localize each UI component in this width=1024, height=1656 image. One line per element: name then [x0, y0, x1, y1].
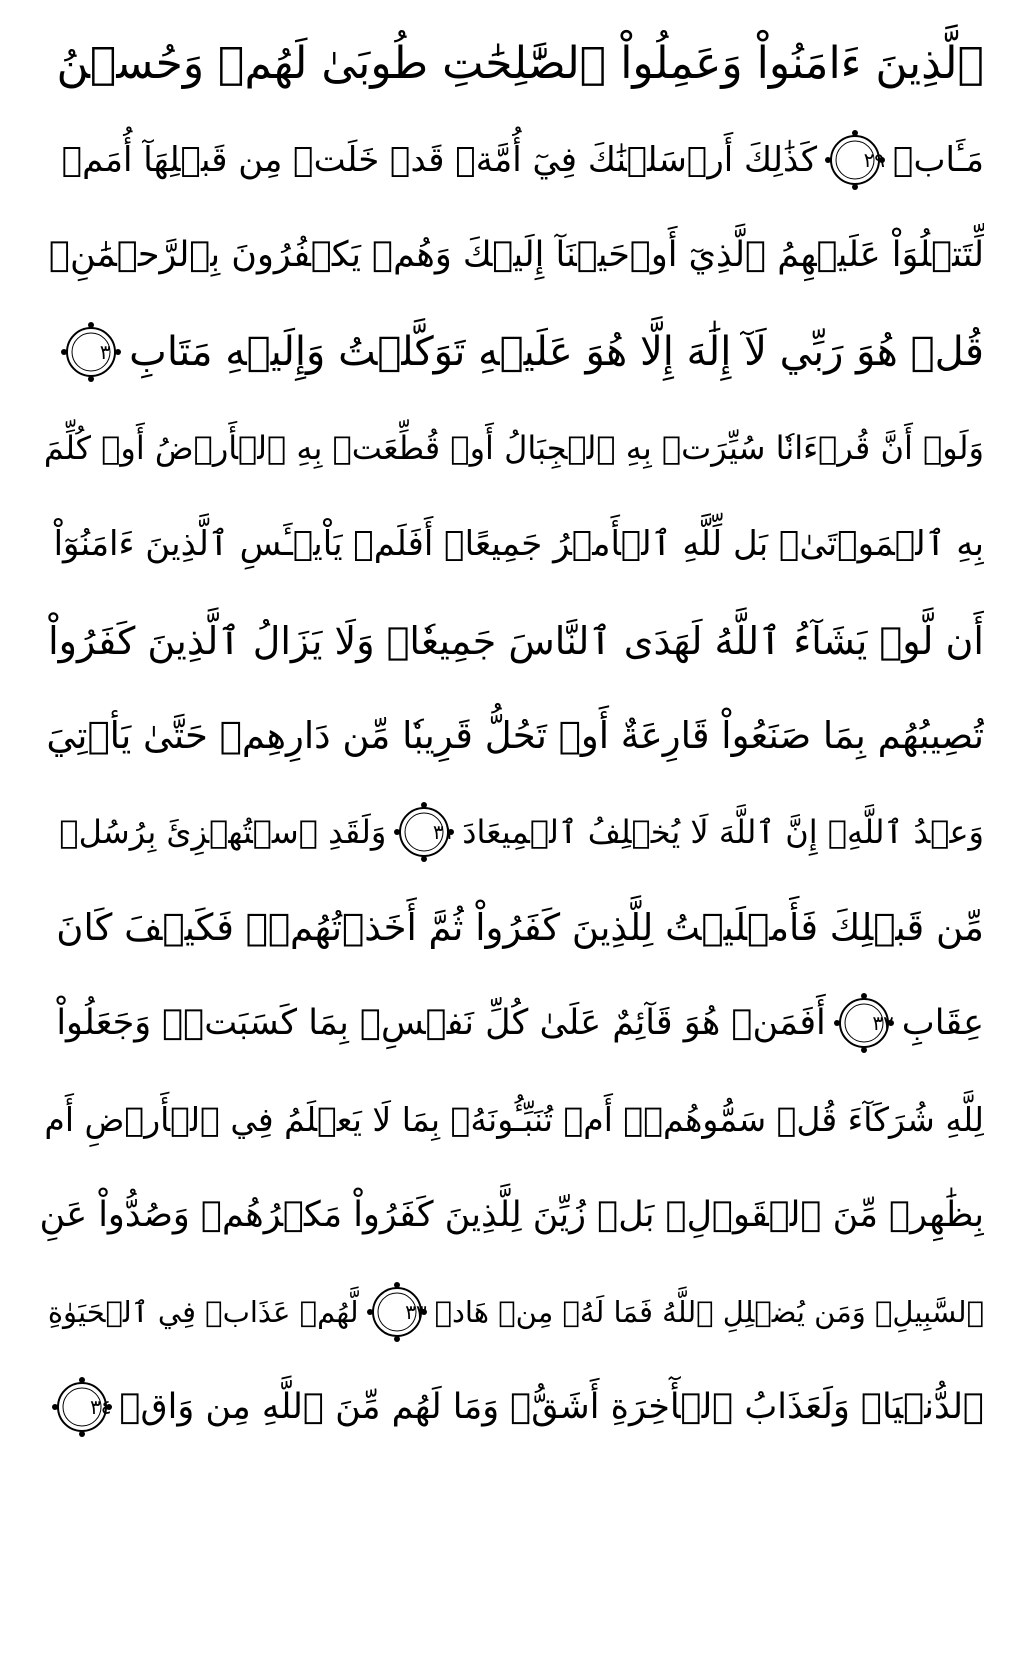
verse-text: أَفَمَنۡ هُوَ قَآئِمٌ عَلَىٰ كُلِّ نَفۡسِۢ بِمَا كَسَبَتۡۗ وَجَعَلُواْ [56, 1003, 826, 1043]
verse-line [40, 110, 984, 206]
ayah-number-marker [61, 322, 121, 382]
ayah-number-marker [825, 130, 885, 190]
verse-line [40, 590, 984, 686]
verse-text: لِّتَتۡلُوَاْ عَلَيۡهِمُ ٱلَّذِيٓ أَوۡحَيۡنَآ إِلَيۡكَ وَهُمۡ يَكۡفُرُونَ بِٱلرَّحۡمَٰنِۚ [48, 235, 984, 275]
ayah-number-marker [834, 993, 894, 1053]
verse-text: بِهِ ٱلۡمَوۡتَىٰۗ بَل لِّلَّهِ ٱلۡأَمۡرُ جَمِيعًاۗ أَفَلَمۡ يَاْيۡـَٔسِ ٱلَّذِينَ ءَامَنُوٓاْ [53, 523, 984, 564]
ayah-number: ٣٤ [90, 1395, 112, 1419]
verse-text: مِّن قَبۡلِكَ فَأَمۡلَيۡتُ لِلَّذِينَ كَفَرُواْ ثُمَّ أَخَذۡتُهُمۡۖ فَكَيۡفَ كَانَ [56, 905, 984, 949]
verse-line [40, 14, 984, 110]
verse-line [40, 398, 984, 494]
verse-text: بِظَٰهِرٖ مِّنَ ٱلۡقَوۡلِۗ بَلۡ زُيِّنَ لِلَّذِينَ كَفَرُواْ مَكۡرُهُمۡ وَصُدُّواْ عَنِ [40, 1195, 984, 1235]
verse-text: عِقَابِ [901, 1003, 984, 1043]
ayah-number: ٣٢ [872, 1011, 894, 1035]
verse-line [40, 1166, 984, 1262]
verse-text: ٱلدُّنۡيَاۖ وَلَعَذَابُ ٱلۡأٓخِرَةِ أَشَقُّۖ وَمَا لَهُم مِّنَ ٱللَّهِ مِن وَاقٖ [119, 1387, 984, 1427]
verse-line [40, 1070, 984, 1166]
verse-line [40, 302, 984, 398]
verse-line [40, 878, 984, 974]
ayah-number-marker [394, 802, 454, 862]
verse-text: أَن لَّوۡ يَشَآءُ ٱللَّهُ لَهَدَى ٱلنَّاسَ جَمِيعٗاۗ وَلَا يَزَالُ ٱلَّذِينَ كَفَرُواْ [48, 618, 984, 663]
verse-line [40, 1262, 984, 1358]
ayah-number: ٢٩ [863, 147, 886, 172]
ayah-number: ٣٠ [99, 340, 122, 364]
verse-text: كَذَٰلِكَ أَرۡسَلۡنَٰكَ فِيٓ أُمَّةٖ قَدۡ خَلَتۡ مِن قَبۡلِهَآ أُمَمٞ [61, 139, 818, 180]
verse-text: وَلَقَدِ ٱسۡتُهۡزِئَ بِرُسُلٖ [59, 813, 387, 851]
verse-text: وَلَوۡ أَنَّ قُرۡءَانٗا سُيِّرَتۡ بِهِ ٱلۡجِبَالُ أَوۡ قُطِّعَتۡ بِهِ ٱلۡأَرۡضُ أَوۡ كُلِّمَ [43, 429, 984, 467]
verse-text: تُصِيبُهُم بِمَا صَنَعُواْ قَارِعَةٌ أَوۡ تَحُلُّ قَرِيبٗا مِّن دَارِهِمۡ حَتَّىٰ يَأۡتِيَ [46, 713, 984, 757]
verse-line [40, 494, 984, 590]
verse-text: وَعۡدُ ٱللَّهِۚ إِنَّ ٱللَّهَ لَا يُخۡلِفُ ٱلۡمِيعَادَ [462, 813, 984, 851]
verse-text: مَـَٔابٖ [893, 139, 984, 180]
verse-line [40, 686, 984, 782]
verse-line [40, 206, 984, 302]
verse-text: لَّهُمۡ عَذَابٞ فِي ٱلۡحَيَوٰةِ [47, 1295, 359, 1329]
verse-line [40, 1358, 984, 1454]
ayah-number-marker [52, 1377, 112, 1437]
ayah-number: ٣١ [432, 820, 455, 844]
ayah-number-marker [367, 1282, 427, 1342]
verse-text: قُلۡ هُوَ رَبِّي لَآ إِلَٰهَ إِلَّا هُوَ عَلَيۡهِ تَوَكَّلۡتُ وَإِلَيۡهِ مَتَابِ [129, 329, 984, 375]
verse-line [40, 782, 984, 878]
verse-text: ٱلسَّبِيلِۗ وَمَن يُضۡلِلِ ٱللَّهُ فَمَا لَهُۥ مِنۡ هَادٖ [434, 1295, 984, 1329]
verse-line [40, 974, 984, 1070]
ayah-number: ٣٣ [405, 1300, 427, 1324]
verse-text: لِلَّهِ شُرَكَآءَ قُلۡ سَمُّوهُمۡۚ أَمۡ تُنَبِّـُٔونَهُۥ بِمَا لَا يَعۡلَمُ فِي ٱلۡأَرۡضِ أَم [44, 1099, 984, 1139]
verse-text: ٱلَّذِينَ ءَامَنُواْ وَعَمِلُواْ ٱلصَّٰلِحَٰتِ طُوبَىٰ لَهُمۡ وَحُسۡنُ [56, 38, 984, 89]
